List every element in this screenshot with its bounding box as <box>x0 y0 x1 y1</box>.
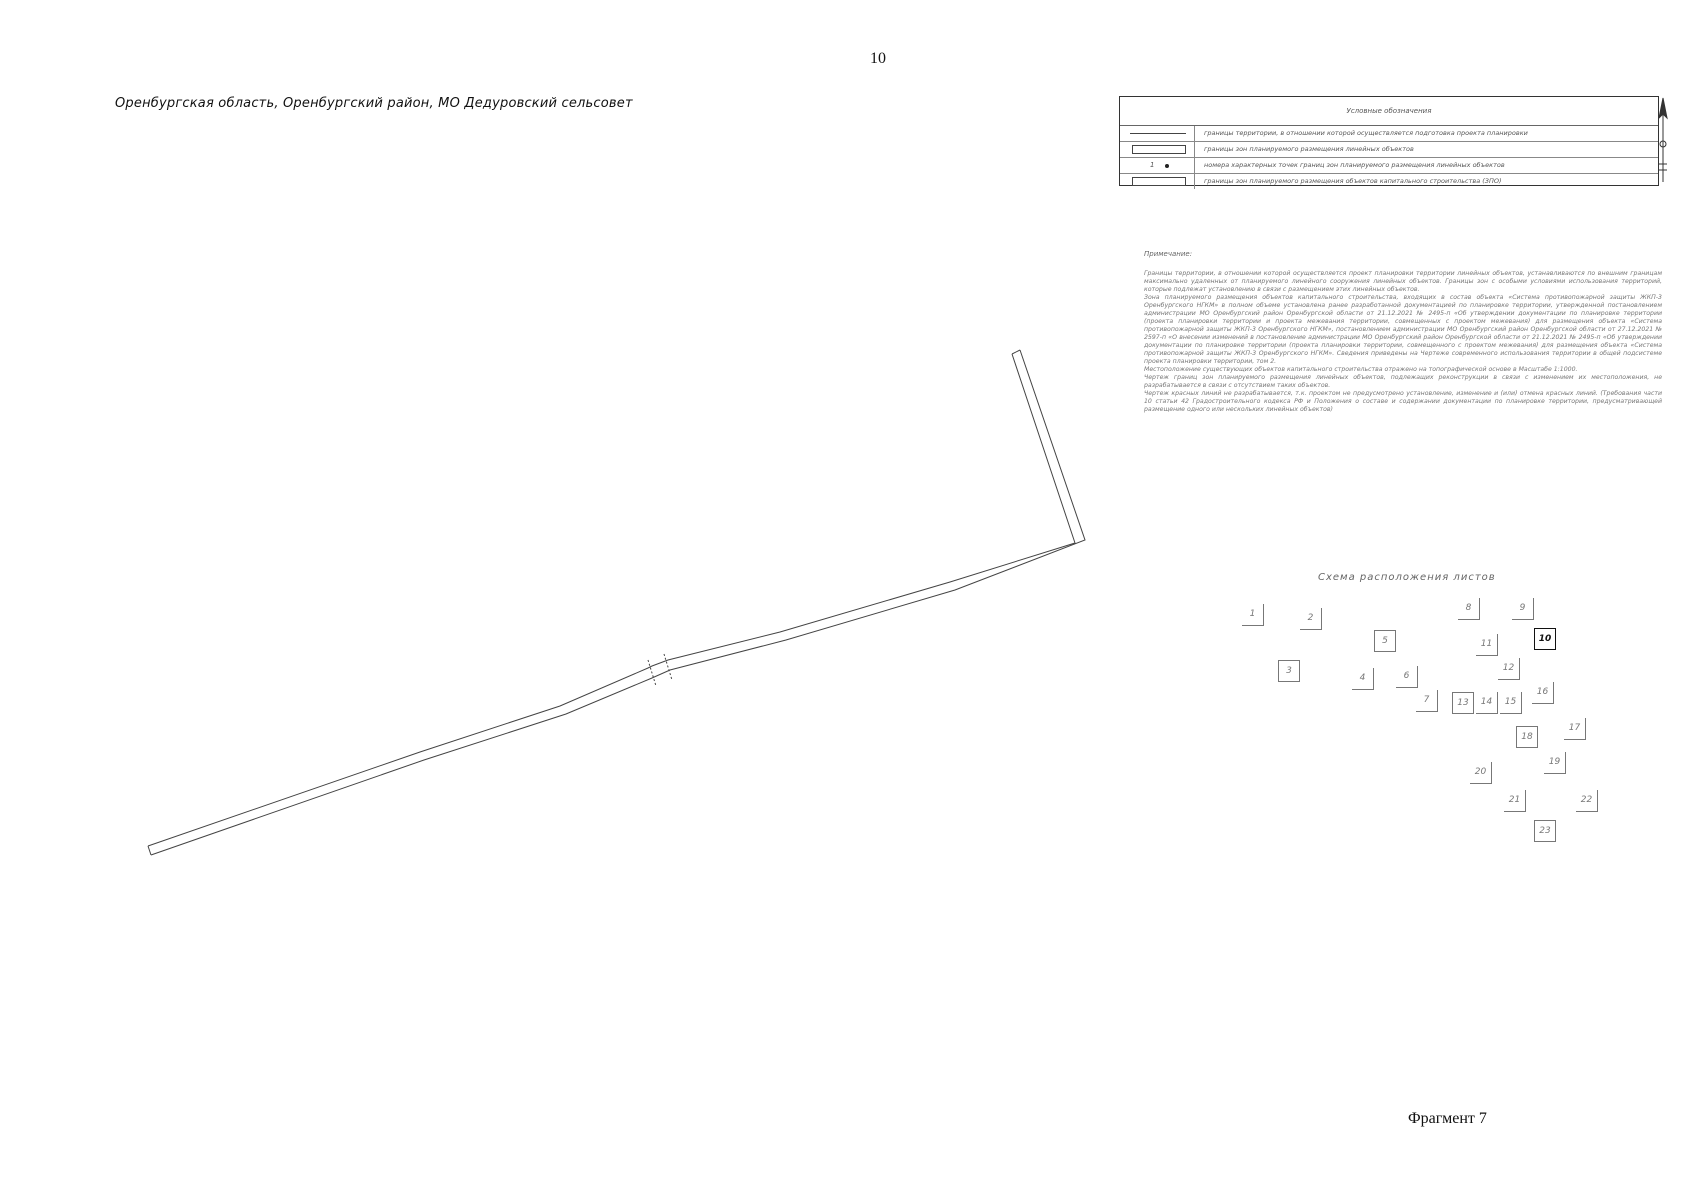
legend-text: границы территории, в отношении которой осуществляется подготовка проекта планировки <box>1204 129 1528 137</box>
notes-paragraph: Местоположение существующих объектов капитального строительства отражено на топографической основе в Масштабе 1:1000. <box>1144 366 1578 373</box>
legend-text: номера характерных точек границ зон планируемого размещения линейных объектов <box>1204 161 1505 169</box>
sheet-tile: 19 <box>1544 752 1566 774</box>
sheet-tile: 2 <box>1300 608 1322 630</box>
legend-text: границы зон планируемого размещения линейных объектов <box>1204 145 1414 153</box>
corridor-cut-mark <box>648 654 672 686</box>
sheet-tile: 7 <box>1416 690 1438 712</box>
corridor-outline-left <box>148 354 1075 846</box>
notes-paragraph: Границы территории, в отношении которой осуществляется проект планировки территории линейных объектов, устанавливаются по внешним границам максимально удаленных от планируемого линейного сооружения линейных объектов. Границы зон с особыми условиями использования территорий, которые подлежат установлению в связи с размещением этих линейных объектов. <box>1144 270 1662 293</box>
sheet-tile: 21 <box>1504 790 1526 812</box>
sheet-tile: 22 <box>1576 790 1598 812</box>
region-title: Оренбургская область, Оренбургский район, МО Дедуровский сельсовет <box>115 96 633 111</box>
dot-icon <box>1165 164 1169 168</box>
sheet-tile: 6 <box>1396 666 1418 688</box>
legend-text: границы зон планируемого размещения объектов капитального строительства (ЗПО) <box>1204 177 1502 185</box>
notes-paragraph: Чертеж границ зон планируемого размещения линейных объектов, подлежащих реконструкции в связи с изменением их местоположения, не разрабатывается в связи с отсутствием таких объектов. <box>1144 374 1662 389</box>
sheet-tile: 9 <box>1512 598 1534 620</box>
sheet-tile: 17 <box>1564 718 1586 740</box>
sheet-tile: 12 <box>1498 658 1520 680</box>
legend <box>1119 96 1659 186</box>
corridor-end-cap <box>148 846 151 855</box>
legend-title: Условные обозначения <box>1120 97 1658 126</box>
notes-title: Примечание: <box>1144 250 1193 258</box>
sheet-tile: 23 <box>1534 820 1556 842</box>
legend-row <box>1120 174 1658 189</box>
sheet-tile: 11 <box>1476 634 1498 656</box>
notes-paragraph: Чертеж красных линий не разрабатывается, т.к. проектом не предусмотрено установление, изменение и (или) отмена красных линий. (Требования части 10 статьи 42 Градостроительного кодекса РФ и Положения о составе и содержании документации по планировке территории, предусматривающей размещение одного или нескольких линейных объектов) <box>1144 390 1662 413</box>
notes-paragraph: Зона планируемого размещения объектов капитального строительства, входящих в состав объекта «Система противопожарной защиты ЖКП-3 Оренбургского НГКМ» в полном объеме установлена ранее разработанной документацией по планировке территории, утвержденной постановлением администрации МО Оренбургский район Оренбургской области от 21.12.2021 № 2495-п «Об утверждении документации по планировке территории (проекта планировки территории и проекта межевания территории, совмещенных с проектом межевания) для размещения объекта «Система противопожарной защиты ЖКП-3 Оренбургского НГКМ», постановлением администрации МО Оренбургский район Оренбургской области от 27.12.2021 № 2597-п «О внесении изменений в постановление администрации МО Оренбургский район Оренбургской области от 21.12.2021 № 2495-п «Об утверждении документации по планировке территории (проекта планировки территории, совмещенного с проектом межевания) для размещения объекта «Система противопожарной защиты ЖКП-3 Оренбургского НГКМ». Сведения приведены на Чертеже современного использования территории в общей подсистеме проекта планировки территории, том 2. <box>1144 294 1662 365</box>
sheet-tile: 13 <box>1452 692 1474 714</box>
sheet-tile-current: 10 <box>1534 628 1556 650</box>
legend-row <box>1120 142 1658 158</box>
notes <box>1144 250 1662 414</box>
sheet-tile: 8 <box>1458 598 1480 620</box>
legend-symbol-dot <box>1120 158 1195 173</box>
sheet-tile: 16 <box>1532 682 1554 704</box>
sheet-tile: 20 <box>1470 762 1492 784</box>
sheet-tile: 3 <box>1278 660 1300 682</box>
sheet-tile: 5 <box>1374 630 1396 652</box>
sheet-tile: 14 <box>1476 692 1498 714</box>
sheet-tile: 1 <box>1242 604 1264 626</box>
north-arrow-icon <box>1653 96 1673 186</box>
legend-row <box>1120 126 1658 142</box>
legend-symbol-rect <box>1120 142 1195 157</box>
fragment-label: Фрагмент 7 <box>1408 1110 1487 1127</box>
legend-symbol-line <box>1120 126 1195 141</box>
corridor-outline-right <box>151 350 1085 855</box>
sheet-tile: 4 <box>1352 668 1374 690</box>
legend-symbol-rect <box>1120 174 1195 189</box>
page-number: 10 <box>870 50 886 67</box>
sheet-tile: 18 <box>1516 726 1538 748</box>
scheme-title: Схема расположения листов <box>1318 572 1496 583</box>
legend-row <box>1120 158 1658 174</box>
legend-dot-label: 1 <box>1150 161 1155 169</box>
corridor-top-cap <box>1012 350 1020 354</box>
sheet-tile: 15 <box>1500 692 1522 714</box>
